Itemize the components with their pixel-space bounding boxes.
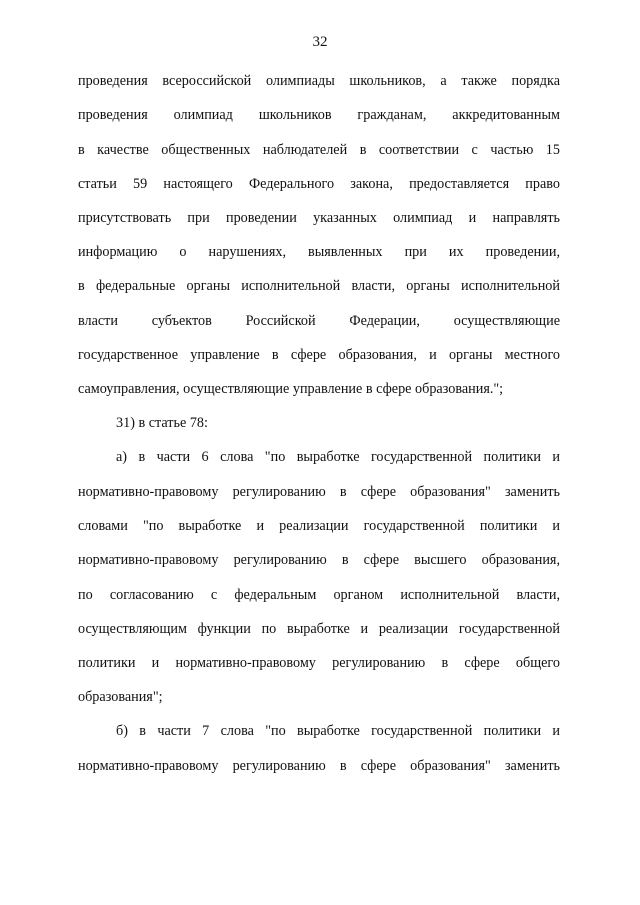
text-line: самоуправления, осуществляющие управление в сфере образования."; xyxy=(78,381,504,397)
text-line: власти субъектов Российской Федерации, осуществляющие xyxy=(78,313,560,329)
text-line: присутствовать при проведении указанных олимпиад и направлять xyxy=(78,210,560,226)
text-line: образования"; xyxy=(78,689,163,705)
text-line: нормативно-правовому регулированию в сфере образования" заменить xyxy=(78,758,560,774)
text-line: по согласованию с федеральным органом исполнительной власти, xyxy=(78,587,560,603)
text-line: в федеральные органы исполнительной власти, органы исполнительной xyxy=(78,278,560,294)
text-line: нормативно-правовому регулированию в сфере высшего образования, xyxy=(78,552,560,568)
text-line: а) в части 6 слова "по выработке государственной политики и xyxy=(116,449,560,465)
text-line: в качестве общественных наблюдателей в соответствии с частью 15 xyxy=(78,142,560,158)
text-line: осуществляющим функции по выработке и реализации государственной xyxy=(78,621,560,637)
text-line: б) в части 7 слова "по выработке государственной политики и xyxy=(116,723,560,739)
page-number: 32 xyxy=(312,34,328,50)
text-line: проведения всероссийской олимпиады школьников, а также порядка xyxy=(78,73,560,89)
text-line: словами "по выработке и реализации государственной политики и xyxy=(78,518,560,534)
text-line: политики и нормативно-правовому регулированию в сфере общего xyxy=(78,655,560,671)
text-line: нормативно-правовому регулированию в сфере образования" заменить xyxy=(78,484,560,500)
text-line: информацию о нарушениях, выявленных при их проведении, xyxy=(78,244,560,260)
text-line: статьи 59 настоящего Федерального закона, предоставляется право xyxy=(78,176,560,192)
text-line: проведения олимпиад школьников гражданам, аккредитованным xyxy=(78,107,560,123)
text-line: государственное управление в сфере образования, и органы местного xyxy=(78,347,560,363)
list-item-heading: 31) в статье 78: xyxy=(116,415,208,431)
